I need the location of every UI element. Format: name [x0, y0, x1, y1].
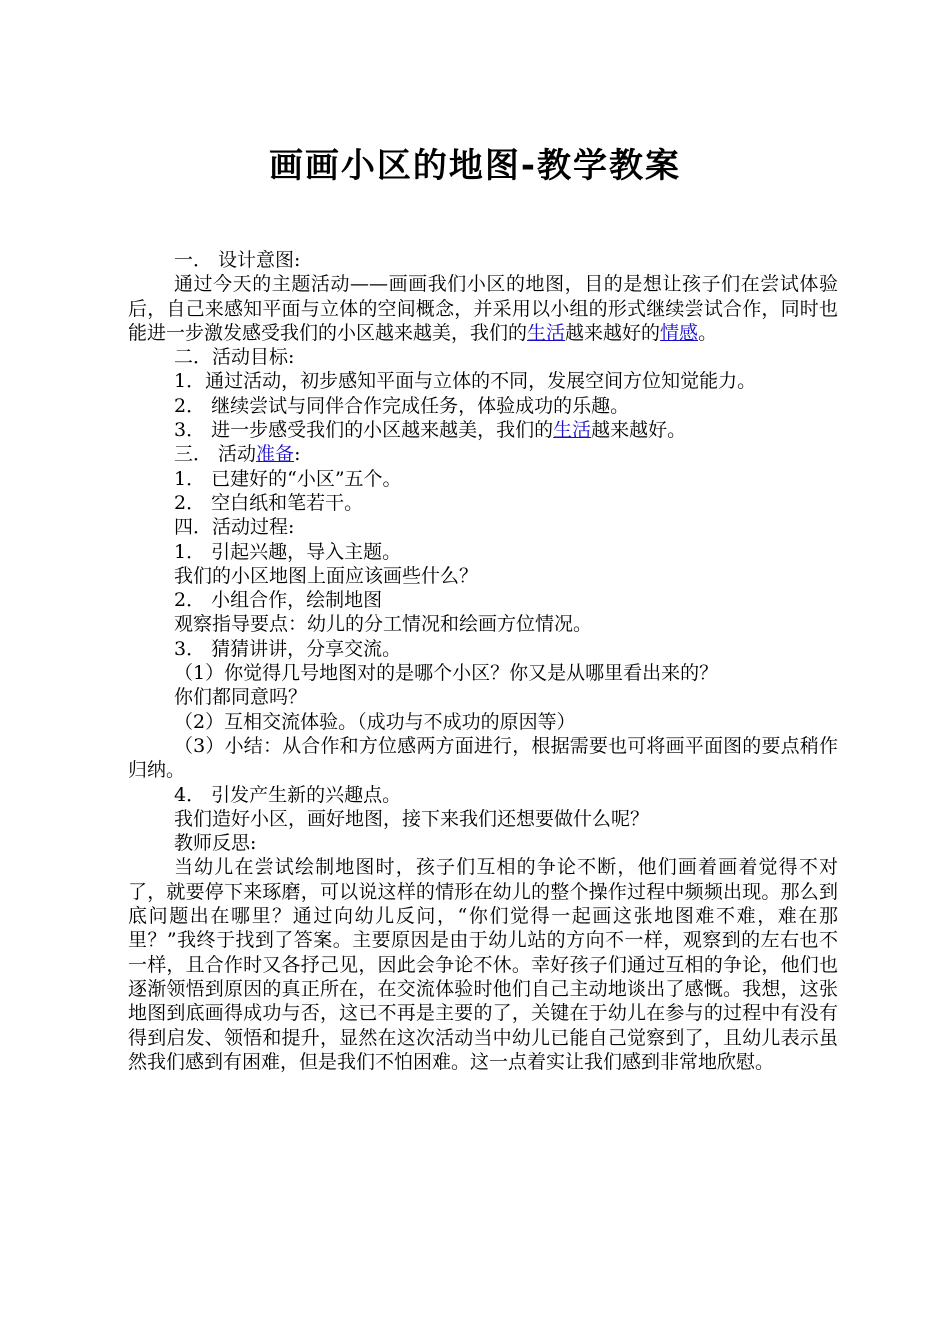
section-heading-design: 一． 设计意图:: [174, 249, 301, 271]
reflection-paragraph: 当幼儿在尝试绘制地图时，孩子们互相的争论不断，他们画着画着觉得不对了，就要停下来琢磨，可以说这样的情形在幼儿的整个操作过程中频频出现。那么到底问题出在哪里？通过向幼儿反问，“你们觉得一起画这张地图难不难，难在那里？”我终于找到了答案。主要原因是由于幼儿站的方向不一样，观察到的左右也不一样，且合作时又各抒己见，因此会争论不休。幸好孩子们通过互相的争论，他们也逐渐领悟到原因的真正所在，在交流体验时他们自己主动地谈出了感慨。我想，这张地图到底画得成功与否，这已不再是主要的了，关键在于幼儿在参与的过程中有没有得到启发、领悟和提升，显然在这次活动当中幼儿已能自己觉察到了，且幼儿表示虽然我们感到有困难，但是我们不怕困难。这一点着实让我们感到非常地欣慰。: [128, 856, 838, 1073]
design-text-1: 通过今天的主题活动——画画我们小区的地图，目的是想让孩子们在尝试体验后，自己来感知平面与立体的空间概念，并采用以小组的形式继续尝试合作，同时也能进一步激发感受我们的小区越来越美，我们的: [128, 273, 838, 344]
goal-item-1: 1．通过活动，初步感知平面与立体的不同，发展空间方位知觉能力。: [174, 370, 757, 393]
step-3-1b: 你们都同意吗？: [174, 686, 308, 709]
section-heading-reflection: 教师反思:: [174, 832, 257, 855]
design-text-2: 越来越好的: [565, 321, 661, 344]
page-title: 画画小区的地图-教学教案: [268, 146, 682, 186]
goal-3-text-b: 越来越好。: [591, 419, 687, 442]
design-paragraph: [128, 272, 838, 345]
goal-item-3: [128, 418, 838, 442]
goal-item-2: 2． 继续尝试与同伴合作完成任务，体验成功的乐趣。: [174, 394, 630, 417]
step-3: 3． 猜猜讲讲，分享交流。: [174, 637, 402, 660]
section-heading-process: 四．活动过程:: [174, 516, 295, 539]
step-2-note: 观察指导要点：幼儿的分工情况和绘画方位情况。: [174, 613, 593, 636]
step-3-3: （3）小结：从合作和方位感两方面进行，根据需要也可将画平面图的要点稍作归纳。: [128, 734, 838, 782]
link-prepare[interactable]: 准备: [256, 443, 295, 466]
step-4-question: 我们造好小区，画好地图，接下来我们还想要做什么呢？: [174, 807, 650, 830]
prep-item-2: 2． 空白纸和笔若干。: [174, 491, 364, 514]
step-2: 2． 小组合作，绘制地图: [174, 589, 383, 612]
prep-item-1: 1． 已建好的“小区”五个。: [174, 467, 402, 490]
section-heading-prep: [128, 442, 838, 466]
goal-3-text-a: 3． 进一步感受我们的小区越来越美，我们的: [174, 419, 554, 442]
link-life[interactable]: 生活: [527, 321, 566, 344]
prep-heading-text-b: :: [294, 443, 301, 466]
document-body: [128, 248, 838, 1074]
step-1-question: 我们的小区地图上面应该画些什么？: [174, 564, 479, 587]
step-1: 1． 引起兴趣，导入主题。: [174, 540, 402, 563]
section-heading-goals: 二．活动目标:: [174, 346, 295, 369]
step-4: 4． 引发产生新的兴趣点。: [174, 783, 402, 806]
step-3-1: （1）你觉得几号地图对的是哪个小区？你又是从哪里看出来的？: [174, 662, 719, 685]
design-text-3: 。: [698, 321, 718, 344]
link-life-2[interactable]: 生活: [553, 419, 592, 442]
step-3-2: （2）互相交流体验。（成功与不成功的原因等）: [174, 710, 576, 733]
link-emotion[interactable]: 情感: [660, 321, 699, 344]
prep-heading-text-a: 三． 活动: [174, 443, 257, 466]
